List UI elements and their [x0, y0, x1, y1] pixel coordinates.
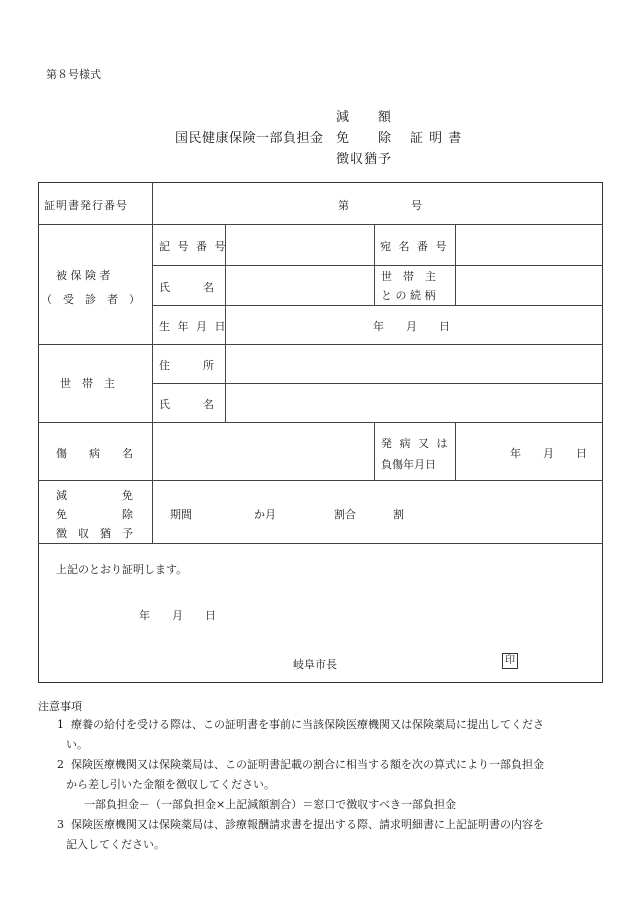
- insured-label: 被 保 険 者: [56, 269, 111, 282]
- title-option-deferral: 徴収猶予: [336, 152, 393, 167]
- insured-name-label: 氏 名: [159, 281, 214, 294]
- note-1-line-1: 療養の給付を受ける際は、この証明書を事前に当該保険医療機関又は保険薬局に提出してくださ: [71, 718, 544, 731]
- table-rule: [152, 182, 153, 543]
- hh-address-label: 住 所: [159, 359, 214, 372]
- cert-go: 号: [411, 199, 422, 212]
- note-1-number: 1: [57, 718, 64, 731]
- title-prefix: 国民健康保険一部負担金: [175, 131, 324, 146]
- table-rule: [152, 305, 603, 306]
- certificate-table: [38, 182, 603, 683]
- title-option-reduction: 減 額: [336, 110, 393, 125]
- notes-title: 注意事項: [38, 700, 82, 713]
- table-rule: [152, 383, 603, 384]
- note-3-line-2: 記入してください。: [66, 838, 165, 851]
- patient-label: （ 受 診 者 ）: [41, 293, 140, 306]
- reduction-label-3: 徴 収 猶 予: [56, 527, 133, 540]
- onset-label-2: 負傷年月日: [381, 458, 436, 471]
- note-3-line-1: 保険医療機関又は保険薬局は、診療報酬請求書を提出する際、請求明細書に上記証明書の内容を: [71, 818, 544, 831]
- table-rule: [455, 422, 456, 480]
- disease-name-label: 傷 病 名: [56, 447, 133, 460]
- cert-dai: 第: [338, 199, 349, 212]
- table-rule: [38, 224, 603, 225]
- title-option-exemption: 免 除: [336, 131, 393, 146]
- note-2-line-2: から差し引いた金額を徴収してください。: [66, 778, 275, 791]
- note-1-line-2: い。: [66, 738, 88, 751]
- note-2-number: 2: [57, 758, 64, 771]
- onset-label-1: 発 病 又 は: [381, 437, 450, 450]
- relationship-label-2: と の 続 柄: [381, 289, 436, 302]
- months-label: か月: [254, 508, 276, 521]
- table-rule: [38, 543, 603, 544]
- wari-label: 割: [393, 508, 404, 521]
- form-number: 第８号様式: [46, 68, 101, 81]
- reduction-label-2: 免 除: [56, 508, 133, 521]
- title-suffix: 証 明 書: [410, 131, 463, 146]
- relationship-label-1: 世 帯 主: [381, 270, 436, 283]
- note-3-number: 3: [57, 818, 64, 831]
- hh-name-label: 氏 名: [159, 398, 214, 411]
- table-rule: [455, 224, 456, 305]
- certify-date: 年 月 日: [139, 609, 216, 622]
- reduction-label-1: 減 免: [56, 489, 133, 502]
- note-2-line-1: 保険医療機関又は保険薬局は、この証明書記載の割合に相当する額を次の算式により一部負担金: [71, 758, 544, 771]
- ratio-label: 割合: [334, 508, 356, 521]
- onset-date-value: 年 月 日: [510, 447, 587, 460]
- table-rule: [38, 344, 603, 345]
- symbol-number-label: 記 号 番 号: [159, 240, 228, 253]
- address-number-label: 宛 名 番 号: [380, 240, 449, 253]
- cert-issue-label: 証明書発行番号: [44, 199, 128, 212]
- birth-date-label: 生 年 月 日: [159, 320, 228, 333]
- seal-mark: 印: [502, 653, 518, 669]
- table-rule: [374, 224, 375, 305]
- period-label: 期間: [170, 508, 192, 521]
- note-2-formula: 一部負担金－（一部負担金×上記減額割合）＝窓口で徴収すべき一部負担金: [84, 798, 456, 811]
- table-rule: [152, 265, 603, 266]
- birth-date-value: 年 月 日: [373, 320, 450, 333]
- mayor-label: 岐阜市長: [293, 658, 337, 671]
- certify-text: 上記のとおり証明します。: [56, 563, 188, 576]
- table-rule: [38, 480, 603, 481]
- table-rule: [38, 422, 603, 423]
- household-head-label: 世 帯 主: [60, 377, 115, 390]
- table-rule: [374, 422, 375, 480]
